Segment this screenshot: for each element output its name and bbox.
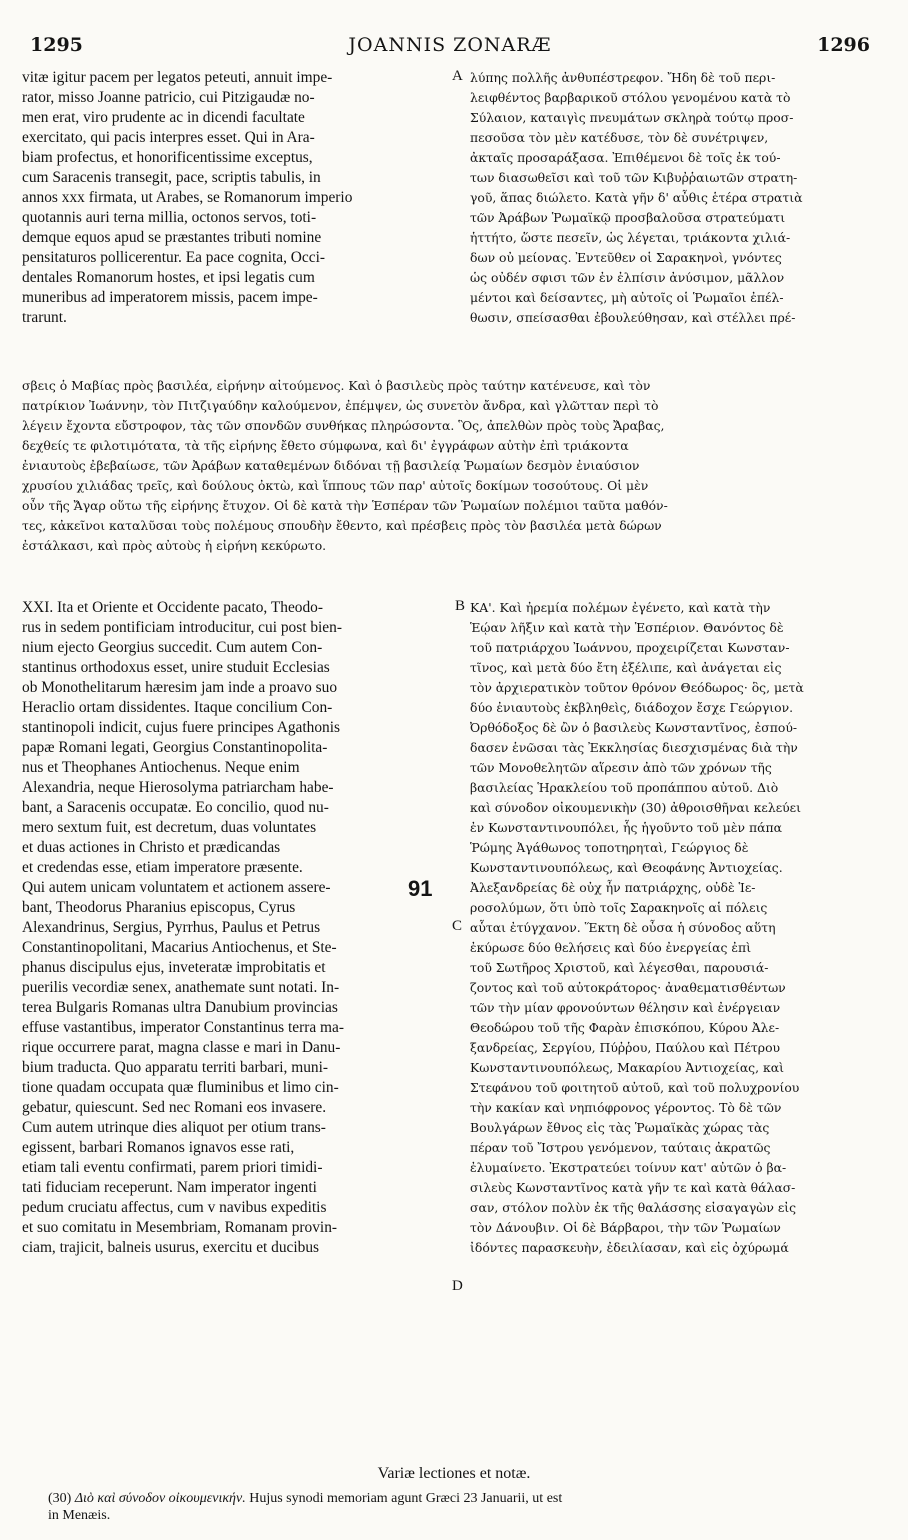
text-line: ciam, trajicit, balneis usurus, exercitu et ducibus — [22, 1239, 320, 1256]
text-line: tati fiduciam receperunt. Nam imperator ingenti — [22, 1179, 317, 1196]
greek-full-width-paragraph — [22, 376, 880, 556]
text-line: ξανδρείας, Σεργίου, Πύῤῥου, Παύλου καὶ Πέτρου — [470, 1040, 781, 1055]
text-line: τὴν κακίαν καὶ νηπιόφρονος γέροντος. Τὸ δὲ τῶν — [470, 1100, 782, 1115]
text-line: χρυσίου χιλιάδας τρεῖς, καὶ δούλους ὀκτὼ, καὶ ἵππους τῶν παρ' αὐτοῖς δοκίμων τοσούτους. Οἱ μὲν — [22, 478, 649, 493]
text-line: πεσοῦσα τὸν μὲν κατέδυσε, τὸν δὲ συνέτριψεν, — [470, 130, 769, 145]
latin-column-bottom — [22, 598, 452, 1258]
text-line: Cum autem utrinque dies aliquot per otium trans- — [22, 1119, 326, 1136]
text-line: αὗται ἐτύγχανον. Ἕκτη δὲ οὖσα ἡ σύνοδος αὕτη — [470, 920, 776, 935]
text-line: ἐκύρωσε δύο θελήσεις καὶ δύο ἐνεργείας ἐπὶ — [470, 940, 752, 955]
footnotes — [48, 1490, 878, 1524]
text-line: τοῦ Σωτῆρος Χριστοῦ, καὶ λέγεσθαι, παρουσιά- — [470, 960, 769, 975]
text-line: σιλεὺς Κωνσταντῖνος κατὰ γῆν τε καὶ κατὰ θάλασ- — [470, 1180, 796, 1195]
text-line: θωσιν, σπείσασθαι ἐβουλεύθησαν, καὶ στέλλει πρέ- — [470, 310, 796, 325]
text-line: σαν, στόλον πολὺν ἐκ τῆς θαλάσσης εἰσαγαγὼν εἰς — [470, 1200, 797, 1215]
text-line: papæ Romani legati, Georgius Constantinopolita- — [22, 739, 328, 756]
text-line: rique occurrere parat, magna classe e mari in Danu- — [22, 1039, 341, 1056]
text-line: cum Saracenis transegit, pace, scriptis tabulis, in — [22, 169, 321, 186]
text-line: Σύλαιον, καταιγὶς πνευμάτων σκληρὰ τούτῳ προσ- — [470, 110, 794, 125]
text-line: δεχθείς τε φιλοτιμότατα, τὰ τῆς εἰρήνης ἔθετο σύμφωνα, καὶ δι' ἐγγράφων αὐτὴν ἐπὶ τριάκοντα — [22, 438, 629, 453]
text-line: ΚΑ'. Καὶ ἠρεμία πολέμων ἐγένετο, καὶ κατὰ τὴν — [470, 600, 771, 615]
text-line: λειφθέντος βαρβαρικοῦ στόλου γενομένου κατὰ τὸ — [470, 90, 791, 105]
left-page-number: 1295 — [30, 34, 83, 56]
text-line: βασιλείας Ἡρακλείου τοῦ προπάππου αὐτοῦ. Διὸ — [470, 780, 779, 795]
section-marker-d: D — [452, 1278, 463, 1294]
text-line: λύπης πολλῆς ἀνθυπέστρεφον. Ἤδη δὲ τοῦ περι- — [470, 70, 776, 85]
text-line: bant, Theodorus Pharanius episcopus, Cyrus — [22, 899, 296, 916]
text-line: Qui autem unicam voluntatem et actionem assere- — [22, 879, 331, 896]
text-line: καὶ σύνοδον οἰκουμενικὴν (30) ἀθροισθῆναι κελεύει — [470, 800, 801, 815]
note-greek-lemma: Διὸ καὶ σύνοδον οἰκουμενικήν. — [74, 1491, 246, 1506]
text-line: δασεν ἑνῶσαι τὰς Ἐκκλησίας διεσχισμένας διὰ τὴν — [470, 740, 798, 755]
text-line: μέντοι καὶ δείσαντες, μὴ αὐτοῖς οἱ Ῥωμαῖοι ἐπέλ- — [470, 290, 784, 305]
text-line: ἀκταῖς προσαράξασα. Ἐπιθέμενοι δὲ τοῖς ἐκ τού- — [470, 150, 781, 165]
text-line: biam profectus, et honorificentissime exceptus, — [22, 149, 313, 166]
text-line: Κωνσταντινουπόλεως, Μακαρίου Ἀντιοχείας, καὶ — [470, 1060, 784, 1075]
text-line: et credendas esse, etiam imperatore præsente. — [22, 859, 303, 876]
text-line: Ἑῴαν λῆξιν καὶ κατὰ τὴν Ἑσπέριον. Θανόντος δὲ — [470, 620, 784, 635]
text-line: Heraclio ortam dissidentes. Itaque concilium Con- — [22, 699, 333, 716]
text-line: σβεις ὁ Μαβίας πρὸς βασιλέα, εἰρήνην αἰτούμενος. Καὶ ὁ βασιλεὺς πρὸς ταύτην κατένευσε, καὶ τὸν — [22, 378, 651, 393]
text-line: phanus discipulus ejus, inveteratæ improbitatis et — [22, 959, 326, 976]
text-line: ἐλυμαίνετο. Ἐκστρατεύει τοίνυν κατ' αὐτῶν ὁ βα- — [470, 1160, 787, 1175]
note-number: (30) — [48, 1491, 72, 1506]
text-line: et duas actiones in Christo et prædicandas — [22, 839, 281, 856]
text-line: Alexandrinus, Sergius, Pyrrhus, Paulus et Petrus — [22, 919, 321, 936]
text-line: rator, misso Joanne patricio, cui Pitzigaudæ no- — [22, 89, 315, 106]
text-line: Ῥώμης Ἀγάθωνος τοποτηρηταὶ, Γεώργιος δὲ — [470, 840, 749, 855]
text-line: muneribus ad imperatorem missis, pacem impe- — [22, 289, 318, 306]
text-line: ζοντος καὶ τοῦ αὐτοκράτορος· ἀναθεματισθέντων — [470, 980, 786, 995]
text-line: τῶν Μονοθελητῶν αἵρεσιν ἀπὸ τῶν χρόνων τῆς — [470, 760, 772, 775]
text-line: annos xxx firmata, ut Arabes, se Romanorum imperio — [22, 189, 353, 206]
note-latin-text: Hujus synodi memoriam agunt Græci 23 Januarii, ut est — [249, 1491, 563, 1506]
text-line: Στεφάνου τοῦ φοιτητοῦ αὐτοῦ, καὶ τοῦ πολυχρονίου — [470, 1080, 800, 1095]
text-line: stantinopoli indicit, cujus fuere principes Agathonis — [22, 719, 341, 736]
text-line: γοῦ, ἅπας διώλετο. Κατὰ γῆν δ' αὖθις ἑτέρα στρατιὰ — [470, 190, 803, 205]
text-line: Alexandria, neque Hierosolyma patriarcham habe- — [22, 779, 334, 796]
text-line: et suo comitatu in Mesembriam, Romanam provin- — [22, 1219, 338, 1236]
text-line: ἐνιαυτοὺς ἐβεβαίωσε, τῶν Ἀράβων καταθεμένων διδόναι τῇ βασιλείᾳ Ῥωμαίων δεσμὸν ἐνιαύσιον — [22, 458, 640, 473]
text-line: etiam tali eventu confirmati, parem priori timidi- — [22, 1159, 323, 1176]
text-line: dentales Romanorum hostes, et ipsi legatis cum — [22, 269, 315, 286]
note-latin-continuation: in Menæis. — [48, 1508, 111, 1523]
text-line: trarunt. — [22, 309, 67, 326]
text-line: Θεοδώρου τοῦ τῆς Φαρὰν ἐπισκόπου, Κύρου Ἀλε- — [470, 1020, 780, 1035]
text-line: ἡττήτο, ὥστε πεσεῖν, ὡς λέγεται, τριάκοντα χιλιά- — [470, 230, 791, 245]
text-line: Constantinopolitani, Macarius Antiochenus, et Ste- — [22, 939, 337, 956]
text-line: bant, a Saracenis occupatæ. Eo concilio, quod nu- — [22, 799, 329, 816]
text-line: demque equos apud se præstantes tributi nomine — [22, 229, 322, 246]
text-line: Ἀλεξανδρείας δὲ οὐχ ἦν πατριάρχης, οὐδὲ Ἱε- — [470, 880, 756, 895]
text-line: effuse vastantibus, imperator Constantinus terra ma- — [22, 1019, 344, 1036]
latin-column-top — [22, 68, 450, 328]
text-line: δύο ἐνιαυτοὺς ἐκβληθεὶς, διάδοχον ἔσχε Γεώργιον. — [470, 700, 794, 715]
text-line: ob Monothelitarum hæresim jam inde a proavo suo — [22, 679, 338, 696]
text-line: δων οὐ μείονας. Ἐντεῦθεν οἱ Σαρακηνοὶ, γνόντες — [470, 250, 782, 265]
section-marker-a: A — [452, 68, 463, 84]
greek-column-top — [470, 68, 882, 328]
text-line: pensitaturos pollicerentur. Ea pace cognita, Occi- — [22, 249, 325, 266]
text-line: pedum cruciatu affectus, cum v navibus expeditis — [22, 1199, 327, 1216]
section-marker-c: C — [452, 918, 463, 934]
text-line: οὖν τῆς Ἄγαρ οὕτω τῆς εἰρήνης ἔτυχον. Οἱ δὲ κατὰ τὴν Ἑσπέραν τῶν Ῥωμαίων πολέμιοι ταῦτα μαθόν- — [22, 498, 668, 513]
text-line: vitæ igitur pacem per legatos peteuti, annuit impe- — [22, 69, 333, 86]
greek-column-bottom — [470, 598, 882, 1258]
text-line: rus in sedem pontificiam introducitur, cui post bien- — [22, 619, 342, 636]
text-line: τες, κἀκεῖνοι καταλῦσαι τοὺς πολέμους σπουδὴν ἔθεντο, καὶ πρέσβεις πρὸς τὸν βασιλέα μετὰ δώρων — [22, 518, 662, 533]
text-line: τὸν ἀρχιερατικὸν τοῦτον θρόνον Θεόδωρος· ὃς, μετὰ — [470, 680, 804, 695]
text-line: λέγειν ἔχοντα εὔστροφον, τὰς τῶν σπονδῶν συνθήκας πληρώσοντα. Ὃς, ἀπελθὼν πρὸς τοὺς Ἄραβας, — [22, 418, 665, 433]
text-line: Κωνσταντινουπόλεως, καὶ Θεοφάνης Ἀντιοχείας. — [470, 860, 783, 875]
text-line: ἐν Κωνσταντινουπόλει, ἧς ἡγοῦντο τοῦ μὲν πάπα — [470, 820, 782, 835]
text-line: bium traducta. Quo apparatu territi barbari, muni- — [22, 1059, 328, 1076]
running-title: JOANNIS ZONARÆ — [348, 34, 552, 56]
text-line: ἰδόντες παρασκευὴν, ἐδειλίασαν, καὶ εἰς ὀχύρωμά — [470, 1240, 789, 1255]
text-line: ἐστάλκασι, καὶ πρὸς αὐτοὺς ἡ εἰρήνη κεκύρωτο. — [22, 538, 327, 553]
page-header — [30, 28, 870, 58]
text-line: mero sextum fuit, est decretum, duas voluntates — [22, 819, 317, 836]
text-line: men erat, viro prudente ac in dicendi facultate — [22, 109, 305, 126]
right-page-number: 1296 — [817, 34, 870, 56]
text-line: ὡς οὐδέν σφισι τῶν ἐν ἐλπίσιν ἀνύσιμον, μᾶλλον — [470, 270, 785, 285]
text-line: stantinus orthodoxus esset, unire studuit Ecclesias — [22, 659, 330, 676]
text-line: puerilis vecordiæ senex, anathemate sunt notati. In- — [22, 979, 340, 996]
text-line: πέραν τοῦ Ἴστρου γενόμενον, ταύταις ἀκρατῶς — [470, 1140, 771, 1155]
text-line: τῶν Ἀράβων Ῥωμαϊκῷ προσβαλοῦσα στρατεύματι — [470, 210, 786, 225]
text-line: egissent, barbari Romanos ignavos esse rati, — [22, 1139, 295, 1156]
text-line: gebatur, quiescunt. Sed nec Romani eos invasere. — [22, 1099, 327, 1116]
text-line: Βουλγάρων ἔθνος εἰς τὰς Ῥωμαϊκὰς χώρας τὰς — [470, 1120, 770, 1135]
text-line: XXI. Ita et Oriente et Occidente pacato, Theodo- — [22, 599, 323, 616]
text-line: πατρίκιον Ἰωάννην, τὸν Πιτζιγαύδην καλούμενον, ἐπέμψεν, ὡς συνετὸν ἄνδρα, καὶ γλῶτταν περὶ τὸ — [22, 398, 659, 413]
text-line: τὸν Δάνουβιν. Οἱ δὲ Βάρβαροι, τὴν τῶν Ῥωμαίων — [470, 1220, 781, 1235]
text-line: exercitato, qui pacis interpres esset. Qui in Ara- — [22, 129, 315, 146]
text-line: Ὀρθόδοξος δὲ ὢν ὁ βασιλεὺς Κωνσταντῖνος, ἐσπού- — [470, 720, 798, 735]
notes-heading: Variæ lectiones et notæ. — [377, 1465, 531, 1482]
text-line: τῖνος, καὶ μετὰ δύο ἔτη ἐξέλιπε, καὶ ἀνάγεται εἰς — [470, 660, 782, 675]
text-line: των διασωθεῖσι καὶ τοῦ τῶν Κιβυῤῥαιωτῶν στρατη- — [470, 170, 798, 185]
text-line: tione quadam occupata quæ fluminibus et limo cin- — [22, 1079, 339, 1096]
margin-number-badge: 91 — [408, 876, 433, 901]
text-line: terea Bulgaris Romanas ultra Danubium provincias — [22, 999, 338, 1016]
text-line: τοῦ πατριάρχου Ἰωάννου, προχειρίζεται Κωνσταν- — [470, 640, 790, 655]
section-marker-b: B — [455, 598, 466, 614]
text-line: nus et Theophanes Antiochenus. Neque enim — [22, 759, 300, 776]
text-line: τῶν τὴν μίαν φρονούντων θέλησιν καὶ ἐνέργειαν — [470, 1000, 781, 1015]
text-line: nium ejecto Georgius succedit. Cum autem Con- — [22, 639, 323, 656]
text-line: ροσολύμων, ὅτι ὑπὸ τοῖς Σαρακηνοῖς αἱ πόλεις — [470, 900, 768, 915]
text-line: quotannis auri terna millia, octonos servos, toti- — [22, 209, 317, 226]
